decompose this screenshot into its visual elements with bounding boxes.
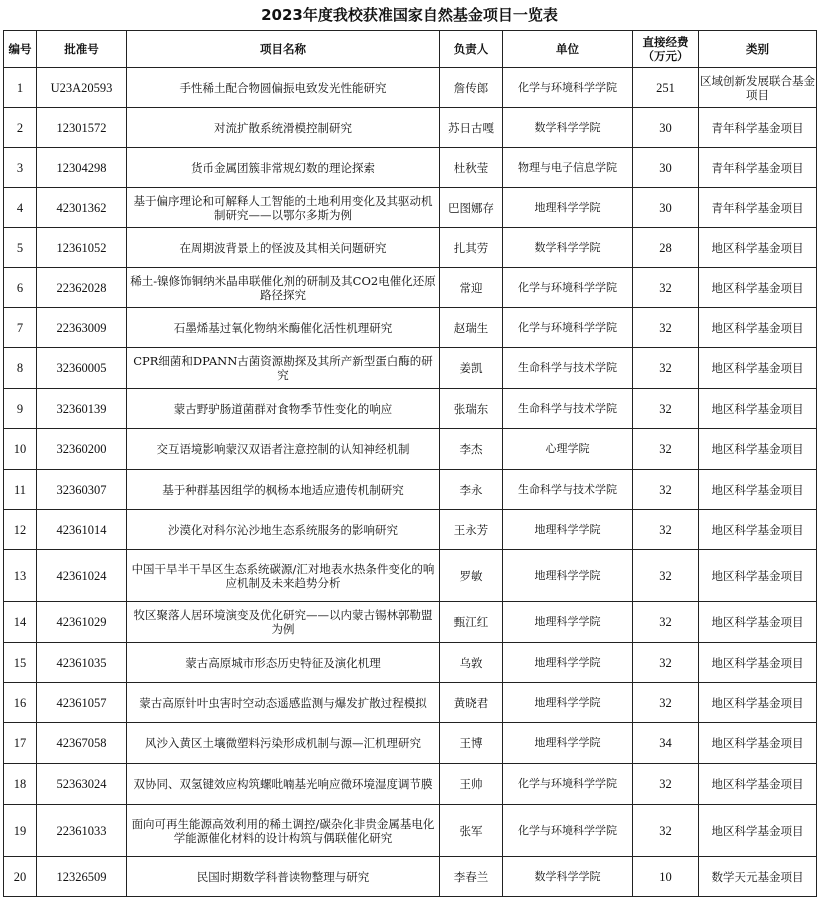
cell-project-name: 牧区聚落人居环境演变及优化研究——以内蒙古锡林郭勒盟为例 [127, 602, 440, 643]
table-row [4, 188, 817, 228]
cell-project-name: 中国干旱半干旱区生态系统碳源/汇对地表水热条件变化的响应机制及未来趋势分析 [127, 550, 440, 602]
cell-project-name: 在周期波背景上的怪波及其相关问题研究 [127, 228, 440, 268]
cell-approval-number: 42361057 [37, 683, 127, 723]
cell-unit: 地理科学学院 [503, 510, 633, 550]
cell-no: 7 [4, 308, 37, 348]
cell-funding: 32 [633, 805, 699, 857]
cell-project-name: 蒙古高原针叶虫害时空动态遥感监测与爆发扩散过程模拟 [127, 683, 440, 723]
cell-leader: 王帅 [440, 764, 503, 805]
cell-no: 13 [4, 550, 37, 602]
cell-no: 12 [4, 510, 37, 550]
cell-project-name: 双协同、双氢键效应构筑螺吡喃基光响应微环境湿度调节膜 [127, 764, 440, 805]
cell-project-name: 稀土-镍修饰铜纳米晶串联催化剂的研制及其CO2电催化还原路径探究 [127, 268, 440, 308]
cell-unit: 生命科学与技术学院 [503, 389, 633, 429]
cell-project-name: 面向可再生能源高效利用的稀土调控/碳杂化非贵金属基电化学能源催化材料的设计构筑与偶联催化研究 [127, 805, 440, 857]
table-row [4, 510, 817, 550]
cell-project-name: 蒙古野驴肠道菌群对食物季节性变化的响应 [127, 389, 440, 429]
cell-unit: 化学与环境科学学院 [503, 764, 633, 805]
cell-funding: 32 [633, 470, 699, 510]
cell-category: 地区科学基金项目 [699, 470, 817, 510]
table-row [4, 602, 817, 643]
cell-approval-number: 12304298 [37, 148, 127, 188]
header-project-name: 项目名称 [127, 31, 440, 68]
cell-approval-number: 42361029 [37, 602, 127, 643]
cell-approval-number: 42361035 [37, 643, 127, 683]
cell-funding: 32 [633, 268, 699, 308]
cell-leader: 李永 [440, 470, 503, 510]
cell-no: 6 [4, 268, 37, 308]
header-funding: 直接经费（万元） [633, 31, 699, 68]
cell-project-name: 民国时期数学科普读物整理与研究 [127, 857, 440, 897]
cell-category: 地区科学基金项目 [699, 723, 817, 764]
cell-approval-number: 22362028 [37, 268, 127, 308]
cell-no: 2 [4, 108, 37, 148]
cell-approval-number: 22361033 [37, 805, 127, 857]
table-row [4, 764, 817, 805]
cell-unit: 地理科学学院 [503, 602, 633, 643]
cell-category: 地区科学基金项目 [699, 550, 817, 602]
cell-approval-number: 12301572 [37, 108, 127, 148]
header-approval-number: 批准号 [37, 31, 127, 68]
cell-category: 区域创新发展联合基金项目 [699, 68, 817, 108]
cell-funding: 32 [633, 643, 699, 683]
cell-approval-number: 32360139 [37, 389, 127, 429]
cell-category: 青年科学基金项目 [699, 188, 817, 228]
cell-no: 10 [4, 429, 37, 470]
cell-unit: 化学与环境科学学院 [503, 268, 633, 308]
cell-leader: 张瑞东 [440, 389, 503, 429]
cell-category: 地区科学基金项目 [699, 228, 817, 268]
cell-leader: 苏日古嘎 [440, 108, 503, 148]
cell-no: 11 [4, 470, 37, 510]
cell-leader: 姜凯 [440, 348, 503, 389]
cell-funding: 32 [633, 348, 699, 389]
cell-funding: 28 [633, 228, 699, 268]
table-row [4, 683, 817, 723]
table-row [4, 268, 817, 308]
cell-approval-number: 52363024 [37, 764, 127, 805]
cell-project-name: 石墨烯基过氧化物纳米酶催化活性机理研究 [127, 308, 440, 348]
cell-unit: 地理科学学院 [503, 550, 633, 602]
cell-no: 18 [4, 764, 37, 805]
cell-category: 地区科学基金项目 [699, 805, 817, 857]
cell-unit: 地理科学学院 [503, 683, 633, 723]
cell-leader: 李春兰 [440, 857, 503, 897]
header-category: 类别 [699, 31, 817, 68]
cell-approval-number: 12326509 [37, 857, 127, 897]
cell-unit: 心理学院 [503, 429, 633, 470]
cell-category: 地区科学基金项目 [699, 643, 817, 683]
cell-unit: 生命科学与技术学院 [503, 470, 633, 510]
cell-approval-number: 42361014 [37, 510, 127, 550]
cell-unit: 化学与环境科学学院 [503, 308, 633, 348]
cell-leader: 巴图娜存 [440, 188, 503, 228]
cell-category: 地区科学基金项目 [699, 683, 817, 723]
table-row [4, 108, 817, 148]
cell-category: 地区科学基金项目 [699, 510, 817, 550]
cell-funding: 30 [633, 188, 699, 228]
table-row [4, 228, 817, 268]
table-row [4, 148, 817, 188]
cell-project-name: 沙漠化对科尔沁沙地生态系统服务的影响研究 [127, 510, 440, 550]
cell-approval-number: 42301362 [37, 188, 127, 228]
cell-unit: 地理科学学院 [503, 188, 633, 228]
table-row [4, 643, 817, 683]
cell-leader: 王永芳 [440, 510, 503, 550]
cell-funding: 32 [633, 389, 699, 429]
cell-leader: 罗敏 [440, 550, 503, 602]
cell-category: 青年科学基金项目 [699, 108, 817, 148]
cell-project-name: 手性稀土配合物圆偏振电致发光性能研究 [127, 68, 440, 108]
cell-no: 9 [4, 389, 37, 429]
cell-unit: 生命科学与技术学院 [503, 348, 633, 389]
table-header-row [4, 31, 817, 68]
cell-category: 地区科学基金项目 [699, 268, 817, 308]
cell-unit: 物理与电子信息学院 [503, 148, 633, 188]
cell-no: 3 [4, 148, 37, 188]
cell-approval-number: 32360005 [37, 348, 127, 389]
header-unit: 单位 [503, 31, 633, 68]
cell-unit: 地理科学学院 [503, 643, 633, 683]
cell-leader: 王博 [440, 723, 503, 764]
cell-approval-number: 12361052 [37, 228, 127, 268]
cell-category: 数学天元基金项目 [699, 857, 817, 897]
cell-funding: 32 [633, 429, 699, 470]
cell-category: 地区科学基金项目 [699, 602, 817, 643]
cell-category: 青年科学基金项目 [699, 148, 817, 188]
cell-no: 15 [4, 643, 37, 683]
cell-leader: 乌敦 [440, 643, 503, 683]
table-row [4, 389, 817, 429]
table-row [4, 429, 817, 470]
cell-no: 17 [4, 723, 37, 764]
cell-no: 20 [4, 857, 37, 897]
table-row [4, 550, 817, 602]
cell-no: 14 [4, 602, 37, 643]
cell-no: 4 [4, 188, 37, 228]
cell-unit: 数学科学学院 [503, 228, 633, 268]
cell-funding: 30 [633, 148, 699, 188]
cell-approval-number: 42367058 [37, 723, 127, 764]
cell-leader: 詹传郎 [440, 68, 503, 108]
cell-leader: 杜秋莹 [440, 148, 503, 188]
cell-funding: 30 [633, 108, 699, 148]
cell-leader: 李杰 [440, 429, 503, 470]
cell-leader: 甄江红 [440, 602, 503, 643]
cell-funding: 32 [633, 550, 699, 602]
cell-category: 地区科学基金项目 [699, 348, 817, 389]
table-row [4, 308, 817, 348]
cell-no: 1 [4, 68, 37, 108]
table-row [4, 470, 817, 510]
cell-unit: 数学科学学院 [503, 108, 633, 148]
cell-unit: 数学科学学院 [503, 857, 633, 897]
header-no: 编号 [4, 31, 37, 68]
cell-leader: 扎其劳 [440, 228, 503, 268]
cell-category: 地区科学基金项目 [699, 308, 817, 348]
cell-category: 地区科学基金项目 [699, 764, 817, 805]
document-title: 2023年度我校获准国家自然基金项目一览表 [261, 6, 558, 24]
cell-leader: 常迎 [440, 268, 503, 308]
cell-project-name: 基于偏序理论和可解释人工智能的土地利用变化及其驱动机制研究——以鄂尔多斯为例 [127, 188, 440, 228]
cell-no: 19 [4, 805, 37, 857]
cell-approval-number: 22363009 [37, 308, 127, 348]
cell-no: 16 [4, 683, 37, 723]
cell-leader: 赵瑞生 [440, 308, 503, 348]
cell-category: 地区科学基金项目 [699, 429, 817, 470]
cell-funding: 32 [633, 683, 699, 723]
cell-category: 地区科学基金项目 [699, 389, 817, 429]
cell-funding: 251 [633, 68, 699, 108]
cell-unit: 化学与环境科学学院 [503, 68, 633, 108]
cell-funding: 32 [633, 602, 699, 643]
cell-funding: 34 [633, 723, 699, 764]
table-row [4, 348, 817, 389]
cell-leader: 黄晓君 [440, 683, 503, 723]
table-row [4, 723, 817, 764]
cell-funding: 32 [633, 764, 699, 805]
cell-unit: 化学与环境科学学院 [503, 805, 633, 857]
cell-unit: 地理科学学院 [503, 723, 633, 764]
cell-project-name: 基于种群基因组学的枫杨本地适应遗传机制研究 [127, 470, 440, 510]
cell-project-name: CPR细菌和DPANN古菌资源勘探及其所产新型蛋白酶的研究 [127, 348, 440, 389]
cell-project-name: 蒙古高原城市形态历史特征及演化机理 [127, 643, 440, 683]
cell-project-name: 风沙入黄区土壤微塑料污染形成机制与源—汇机理研究 [127, 723, 440, 764]
cell-funding: 10 [633, 857, 699, 897]
cell-funding: 32 [633, 308, 699, 348]
cell-approval-number: U23A20593 [37, 68, 127, 108]
cell-no: 5 [4, 228, 37, 268]
cell-approval-number: 32360200 [37, 429, 127, 470]
cell-funding: 32 [633, 510, 699, 550]
grant-table [3, 30, 817, 897]
table-row [4, 857, 817, 897]
cell-project-name: 对流扩散系统滑模控制研究 [127, 108, 440, 148]
cell-approval-number: 32360307 [37, 470, 127, 510]
cell-project-name: 交互语境影响蒙汉双语者注意控制的认知神经机制 [127, 429, 440, 470]
header-leader: 负责人 [440, 31, 503, 68]
cell-leader: 张军 [440, 805, 503, 857]
cell-no: 8 [4, 348, 37, 389]
cell-project-name: 货币金属团簇非常规幻数的理论探索 [127, 148, 440, 188]
table-row [4, 68, 817, 108]
cell-approval-number: 42361024 [37, 550, 127, 602]
table-row [4, 805, 817, 857]
